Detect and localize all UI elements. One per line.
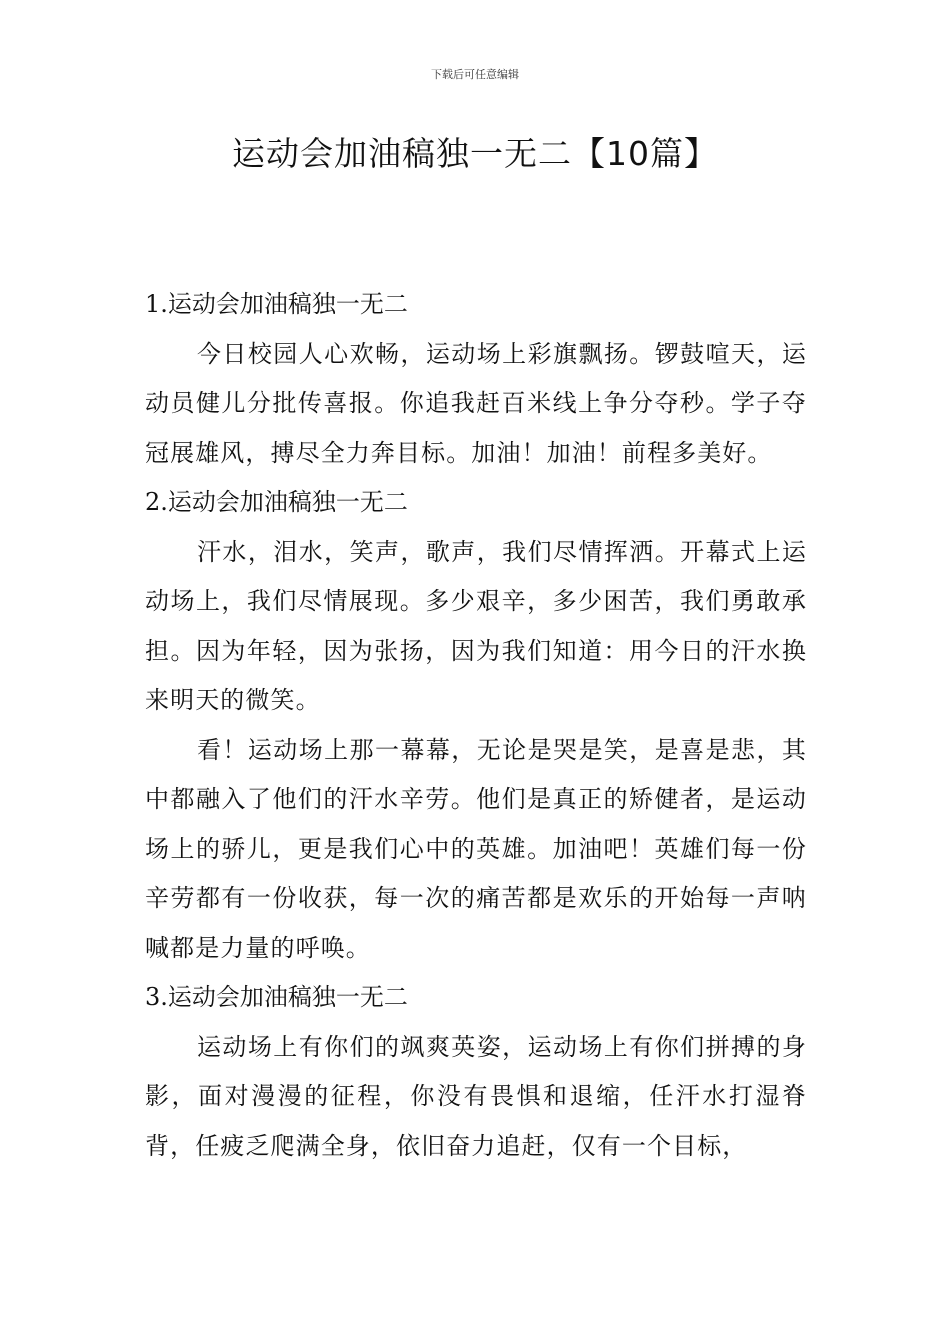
paragraph: 看！运动场上那一幕幕，无论是哭是笑，是喜是悲，其中都融入了他们的汗水辛劳。他们是真正的矫健者，是运动场上的骄儿，更是我们心中的英雄。加油吧！英雄们每一份辛劳都有一份收获，每一次的痛苦都是欢乐的开始每一声呐喊都是力量的呼唤。 [145, 735, 807, 962]
section-heading-3: 3.运动会加油稿独一无二 [145, 983, 408, 1011]
section-heading-1: 1.运动会加油稿独一无二 [145, 290, 408, 318]
document-title: 运动会加油稿独一无二【10篇】 [232, 134, 718, 173]
paragraph: 运动场上有你们的飒爽英姿，运动场上有你们拼搏的身影，面对漫漫的征程，你没有畏惧和退缩，任汗水打湿脊背，任疲乏爬满全身，依旧奋力追赶，仅有一个目标， [145, 1032, 807, 1160]
document-body [145, 280, 807, 1171]
section-heading-2: 2.运动会加油稿独一无二 [145, 488, 408, 516]
paragraph: 今日校园人心欢畅，运动场上彩旗飘扬。锣鼓喧天，运动员健儿分批传喜报。你追我赶百米线上争分夺秒。学子夺冠展雄风，搏尽全力奔目标。加油！加油！前程多美好。 [145, 339, 807, 467]
header-note: 下载后可任意编辑 [431, 68, 519, 81]
paragraph: 汗水，泪水，笑声，歌声，我们尽情挥洒。开幕式上运动场上，我们尽情展现。多少艰辛，多少困苦，我们勇敢承担。因为年轻，因为张扬，因为我们知道：用今日的汗水换来明天的微笑。 [145, 537, 807, 714]
